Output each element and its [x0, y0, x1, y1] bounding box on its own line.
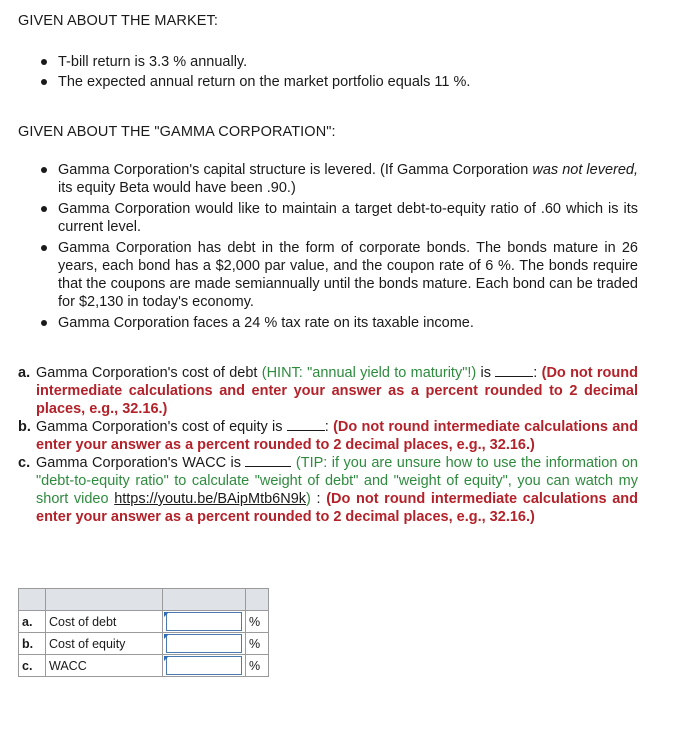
- question-a-text: Gamma Corporation's cost of debt: [36, 365, 262, 381]
- questions-list: [18, 364, 638, 526]
- question-b: [18, 418, 638, 454]
- question-a-blank: [495, 364, 533, 377]
- answer-row-letter: b.: [19, 633, 46, 655]
- gamma-bullet-levered-post: its equity Beta would have been .90.): [58, 180, 296, 196]
- question-c-letter: c.: [18, 455, 31, 471]
- question-a: [18, 364, 638, 418]
- question-c: [18, 454, 638, 526]
- gamma-bullet-target-ratio: Gamma Corporation would like to maintain a target debt-to-equity ratio of .60 which is its current level.: [38, 200, 638, 236]
- answer-table-header: [19, 589, 269, 611]
- input-marker-icon: [164, 612, 169, 617]
- gamma-bullet-levered: [38, 161, 638, 197]
- answer-row-cost-of-debt: [19, 611, 269, 633]
- question-c-tip: (TIP: if you are unsure how to use the information on "debt-to-equity ratio" to calculate "weight of debt" and "weight of equity", you can watch my short video: [36, 455, 638, 507]
- question-a-hint: (HINT: "annual yield to maturity"!): [261, 365, 477, 381]
- question-b-blank: [287, 418, 325, 431]
- question-a-is: is: [476, 365, 496, 381]
- answer-table-header-cell: [246, 589, 269, 611]
- answer-row-label: Cost of debt: [46, 611, 163, 633]
- answer-input-cell: [163, 611, 246, 633]
- gamma-bullet-bonds: Gamma Corporation has debt in the form of corporate bonds. The bonds mature in 26 years, each bond has a $2,000 par value, and the coupon rate of 6 %. The bonds require that the coupons are made semiannually until the bonds mature. Each bond can be traded for $2,130 in today's economy.: [38, 239, 638, 311]
- gamma-bullet-levered-pre: Gamma Corporation's capital structure is levered. (If Gamma Corporation: [58, 162, 533, 178]
- question-c-separator: :: [310, 491, 327, 507]
- answer-table-header-cell: [19, 589, 46, 611]
- answer-input-cell: [163, 655, 246, 677]
- question-c-instruction: (Do not round intermediate calculations and enter your answer as a percent rounded to 2 decimal places, e.g., 32.16.): [36, 491, 638, 525]
- gamma-bullet-list: [38, 161, 638, 332]
- gamma-bullet-tax: Gamma Corporation faces a 24 % tax rate on its taxable income.: [38, 314, 638, 332]
- input-marker-icon: [164, 656, 169, 661]
- answer-row-letter: c.: [19, 655, 46, 677]
- answer-table: [18, 588, 269, 677]
- market-heading: GIVEN ABOUT THE MARKET:: [18, 13, 218, 29]
- video-link[interactable]: https://youtu.be/BAipMtb6N9k: [114, 491, 307, 507]
- answer-input-cell: [163, 633, 246, 655]
- question-b-letter: b.: [18, 419, 31, 435]
- gamma-bullet-levered-emphasis: was not levered,: [532, 162, 638, 178]
- question-c-tip-end: ): [306, 491, 311, 507]
- market-bullet-market-return: The expected annual return on the market portfolio equals 11 %.: [38, 73, 638, 91]
- cost-of-debt-input[interactable]: [166, 612, 242, 631]
- market-bullet-list: [38, 53, 638, 91]
- answer-row-unit: %: [246, 633, 269, 655]
- answer-row-cost-of-equity: [19, 633, 269, 655]
- answer-row-wacc: [19, 655, 269, 677]
- cost-of-equity-input[interactable]: [166, 634, 242, 653]
- answer-row-unit: %: [246, 611, 269, 633]
- question-b-instruction: (Do not round intermediate calculations and enter your answer as a percent rounded to 2 decimal places, e.g., 32.16.): [36, 419, 638, 453]
- question-a-colon: :: [533, 365, 542, 381]
- question-b-text: Gamma Corporation's cost of equity is: [36, 419, 287, 435]
- question-a-letter: a.: [18, 365, 31, 381]
- answer-row-label: WACC: [46, 655, 163, 677]
- question-c-text: Gamma Corporation's WACC is: [36, 455, 246, 471]
- answer-row-label: Cost of equity: [46, 633, 163, 655]
- question-c-blank: [245, 454, 291, 467]
- input-marker-icon: [164, 634, 169, 639]
- answer-row-unit: %: [246, 655, 269, 677]
- question-b-colon: :: [324, 419, 334, 435]
- wacc-input[interactable]: [166, 656, 242, 675]
- answer-table-header-cell: [163, 589, 246, 611]
- answer-row-letter: a.: [19, 611, 46, 633]
- question-a-instruction: (Do not round intermediate calculations and enter your answer as a percent rounded to 2 decimal places, e.g., 32.16.): [36, 365, 638, 417]
- answer-table-header-cell: [46, 589, 163, 611]
- market-bullet-tbill: T-bill return is 3.3 % annually.: [38, 53, 638, 71]
- gamma-heading: GIVEN ABOUT THE "GAMMA CORPORATION":: [18, 124, 336, 140]
